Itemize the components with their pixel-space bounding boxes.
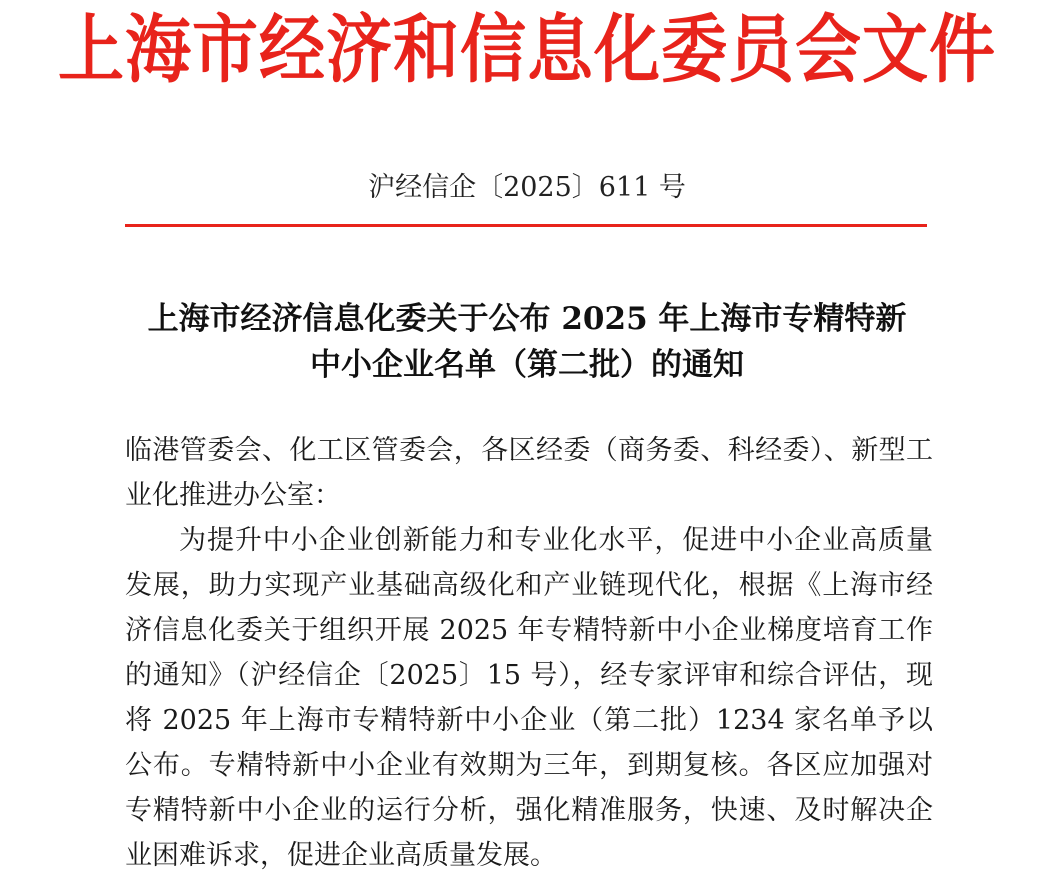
issuer-header-title: 上海市经济和信息化委员会文件 (58, 5, 996, 93)
notice-title-line-2: 中小企业名单（第二批）的通知 (310, 347, 744, 383)
red-separator-line (125, 224, 927, 227)
document-number: 沪经信企〔2025〕611 号 (368, 172, 686, 203)
notice-title-line-1: 上海市经济信息化委关于公布 2025 年上海市专精特新 (147, 301, 907, 337)
addressee-line: 临港管委会、化工区管委会，各区经委（商务委、科经委）、新型工业化推进办公室： (125, 435, 933, 511)
notice-title (100, 296, 954, 388)
body-paragraph: 为提升中小企业创新能力和专业化水平，促进中小企业高质量发展，助力实现产业基础高级化和产业链现代化，根据《上海市经济信息化委关于组织开展 2025 年专精特新中小企业梯度培育工作的通知》（沪经信企〔2025〕15 号），经专家评审和综合评估，现将 2025 年上海市专精特新中小企业（第二批）1234 家名单予以公布。专精特新中小企业有效期为三年，到期复核。各区应加强对专精特新中小企业的运行分析，强化精准服务，快速、及时解决企业困难诉求，促进企业高质量发展。 (125, 525, 933, 871)
notice-body (125, 428, 933, 878)
